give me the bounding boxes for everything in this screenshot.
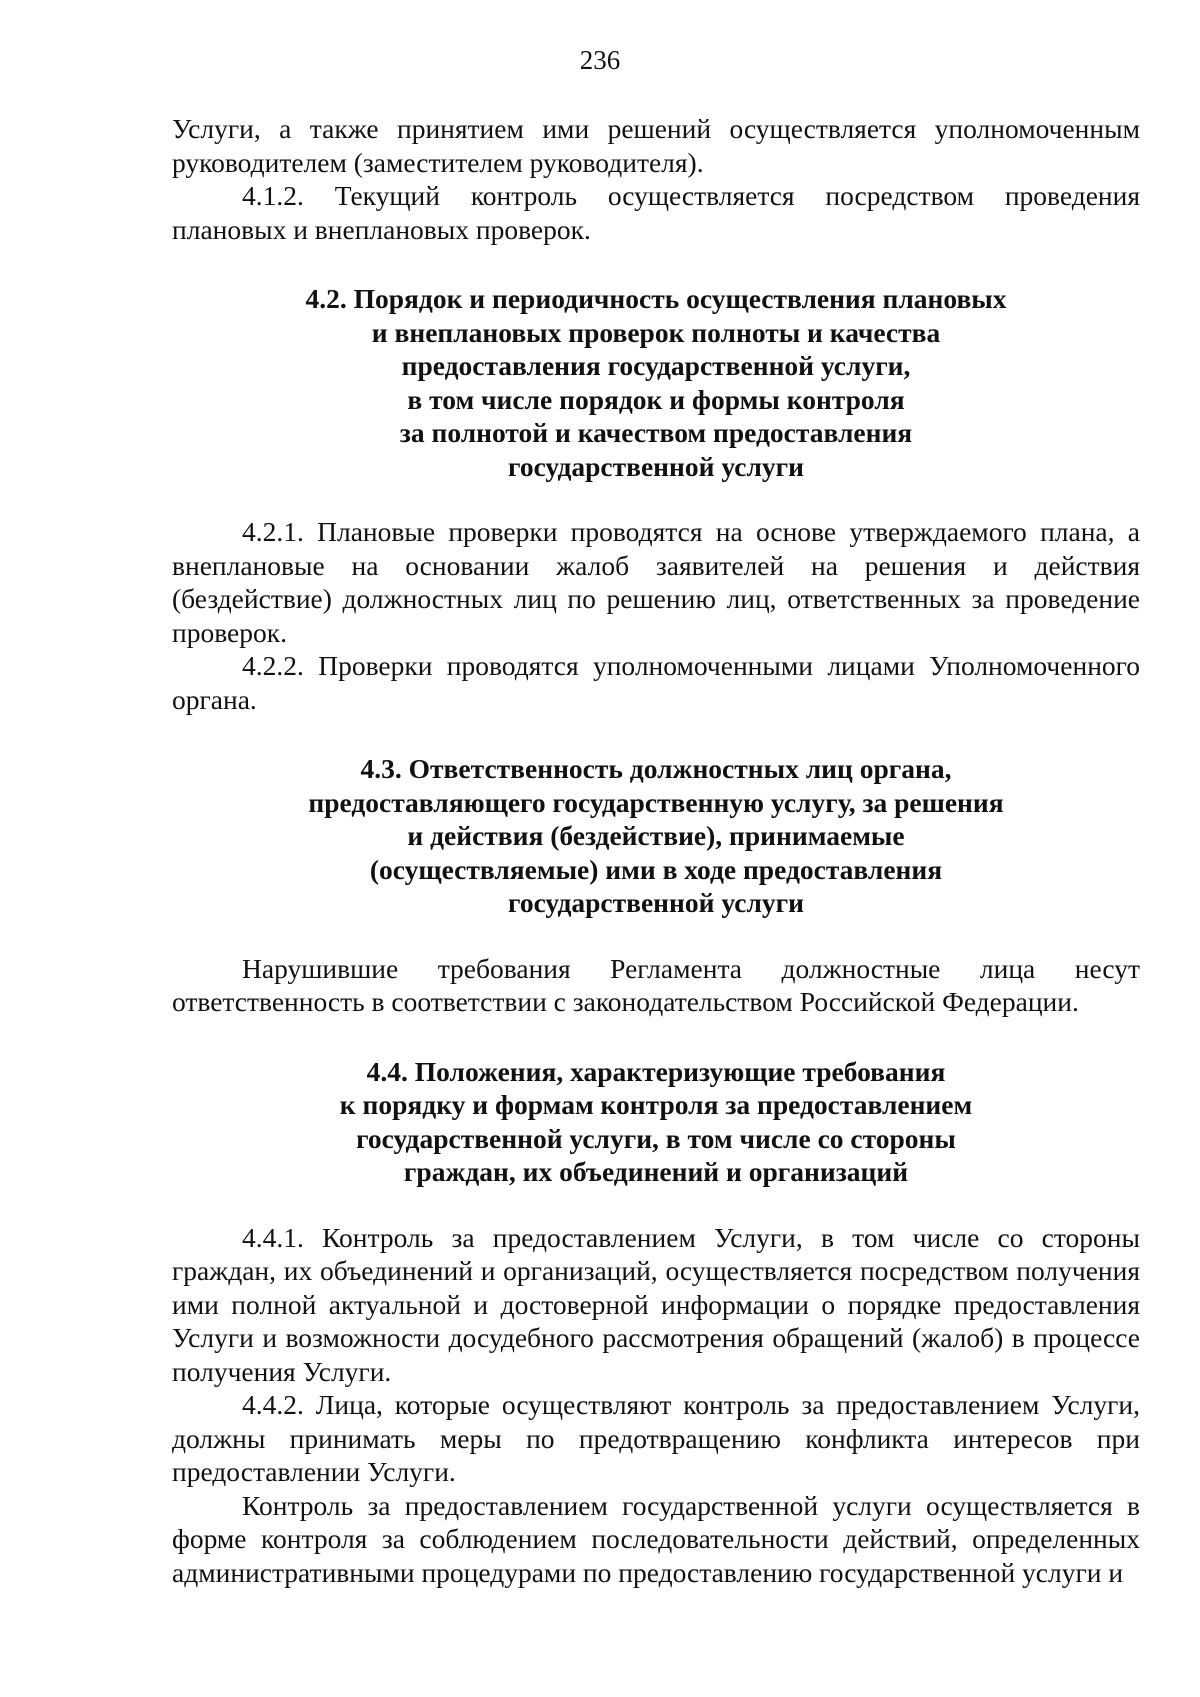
- heading-line: государственной услуги: [508, 450, 804, 482]
- heading-line: 4.2. Порядок и периодичность осуществления плановых: [305, 283, 1007, 314]
- document-body: [172, 112, 1140, 1589]
- paragraph-4-1-2: 4.1.2. Текущий контроль осуществляется посредством проведения плановых и внеплановых проверок.: [172, 180, 1140, 245]
- heading-line: 4.3. Ответственность должностных лиц органа,: [360, 753, 952, 784]
- heading-line: граждан, их объединений и организаций: [403, 1156, 909, 1187]
- paragraph-4-3-text: Нарушившие требования Регламента должностные лица несут ответственность в соответствии с законодательством Российской Федерации.: [172, 952, 1140, 1017]
- heading-line: за полнотой и качеством предоставления: [399, 417, 913, 448]
- paragraph-4-4-2: 4.4.2. Лица, которые осуществляют контроль за предоставлением Услуги, должны принимать меры по предотвращению конфликта интересов при предоставлении Услуги.: [172, 1389, 1140, 1487]
- paragraph-control: Контроль за предоставлением государственной услуги осуществляется в форме контроля за соблюдением последовательности действий, определенных административными процедурами по предоставлению государственной услуги и: [172, 1489, 1140, 1588]
- section-heading-4-3: [172, 752, 1140, 920]
- page-number: 236: [579, 45, 621, 75]
- section-heading-4-4: [172, 1055, 1140, 1189]
- heading-line: в том числе порядок и формы контроля: [407, 383, 905, 415]
- heading-line: и действия (бездействие), принимаемые: [407, 820, 905, 851]
- paragraph-4-2-2: 4.2.2. Проверки проводятся уполномоченными лицами Уполномоченного органа.: [172, 650, 1140, 715]
- heading-line: к порядку и формам контроля за предоставлением: [339, 1089, 973, 1120]
- heading-line: государственной услуги, в том числе со стороны: [356, 1122, 956, 1154]
- paragraph-4-2-1: 4.2.1. Плановые проверки проводятся на основе утверждаемого плана, а внеплановые на основании жалоб заявителей на решения и действия (бездействие) должностных лиц по решению лиц, ответственных за проведение проверок.: [172, 516, 1140, 648]
- heading-line: (осуществляемые) ими в ходе предоставления: [369, 853, 943, 885]
- paragraph-continuation: Услуги, а также принятием ими решений осуществляется уполномоченным руководителем (заместителем руководителя).: [172, 113, 1140, 178]
- heading-line: предоставления государственной услуги,: [401, 350, 911, 381]
- heading-line: и внеплановых проверок полноты и качества: [371, 316, 941, 348]
- heading-line: 4.4. Положения, характеризующие требования: [366, 1055, 946, 1087]
- heading-line: предоставляющего государственную услугу, за решения: [308, 786, 1004, 818]
- section-heading-4-2: [172, 282, 1140, 483]
- heading-line: государственной услуги: [508, 887, 804, 918]
- paragraph-4-4-1: 4.4.1. Контроль за предоставлением Услуги, в том числе со стороны граждан, их объединений и организаций, осуществляется посредством получения ими полной актуальной и достоверной информации о порядке предоставления Услуги и возможности досудебного рассмотрения обращений (жалоб) в процессе получения Услуги.: [172, 1221, 1140, 1387]
